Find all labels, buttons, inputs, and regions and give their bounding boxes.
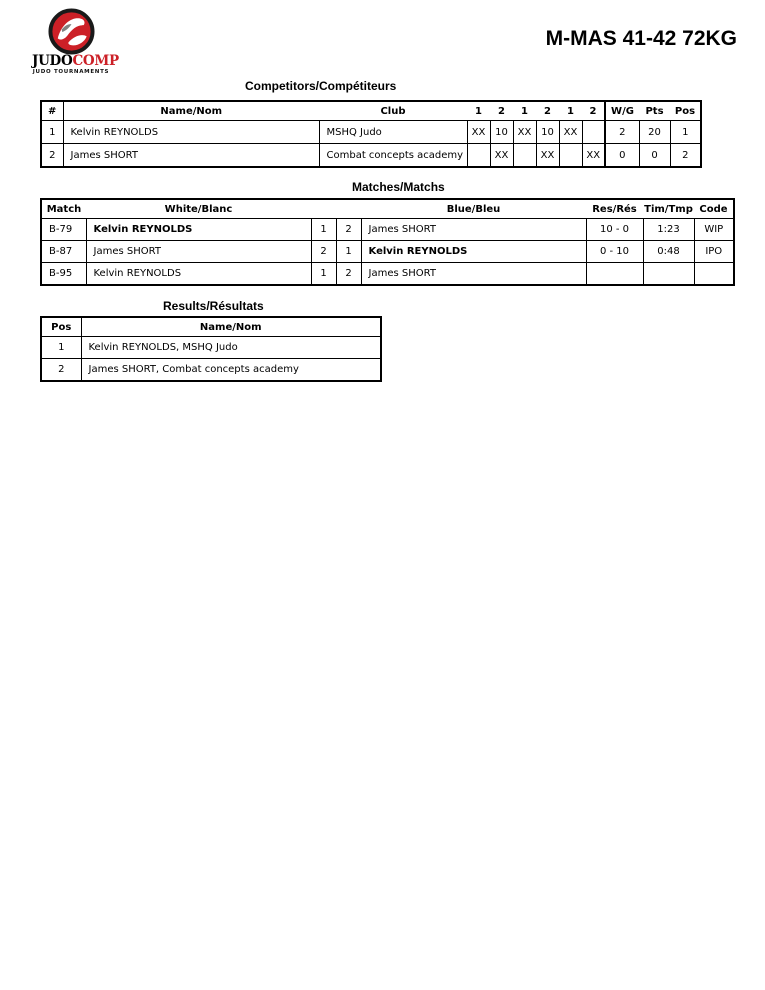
match-row <box>41 263 734 286</box>
match-result <box>586 263 643 286</box>
competitor-row <box>41 121 701 144</box>
match-time: 0:48 <box>643 241 694 263</box>
col-header-tim: Tim/Tmp <box>643 199 694 219</box>
competitor-club: Combat concepts academy <box>319 144 467 168</box>
white-number: 2 <box>311 241 336 263</box>
logo-wordmark-comp: COMP <box>72 53 119 69</box>
col-header-blue: Blue/Bleu <box>361 199 586 219</box>
blue-number: 2 <box>336 263 361 286</box>
competitors-table <box>40 100 702 168</box>
col-header-round-4: 2 <box>536 101 559 121</box>
round-cell <box>559 144 582 168</box>
matches-header-row <box>41 199 734 219</box>
match-result: 10 - 0 <box>586 219 643 241</box>
col-header-round-2: 2 <box>490 101 513 121</box>
match-time: 1:23 <box>643 219 694 241</box>
result-name: Kelvin REYNOLDS, MSHQ Judo <box>81 337 381 359</box>
competitors-header-row <box>41 101 701 121</box>
competitor-pts: 0 <box>639 144 670 168</box>
match-id: B-87 <box>41 241 86 263</box>
round-cell: XX <box>536 144 559 168</box>
col-header-num: # <box>41 101 63 121</box>
competitor-wg: 0 <box>605 144 639 168</box>
results-header-row <box>41 317 381 337</box>
blue-number: 2 <box>336 219 361 241</box>
match-id: B-79 <box>41 219 86 241</box>
logo-tagline: JUDO TOURNAMENTS <box>32 69 110 75</box>
judocomp-emblem-icon <box>48 8 95 55</box>
round-cell <box>513 144 536 168</box>
match-row <box>41 241 734 263</box>
round-cell: XX <box>582 144 605 168</box>
col-header-round-6: 2 <box>582 101 605 121</box>
col-header-round-3: 1 <box>513 101 536 121</box>
competitor-row <box>41 144 701 168</box>
col-header-club: Club <box>319 101 467 121</box>
col-header-pos: Pos <box>41 317 81 337</box>
match-row <box>41 219 734 241</box>
blue-competitor: James SHORT <box>361 219 586 241</box>
result-pos: 1 <box>41 337 81 359</box>
col-header-round-5: 1 <box>559 101 582 121</box>
round-cell: XX <box>559 121 582 144</box>
round-cell: XX <box>467 121 490 144</box>
match-time <box>643 263 694 286</box>
round-cell: 10 <box>490 121 513 144</box>
result-name: James SHORT, Combat concepts academy <box>81 359 381 382</box>
col-header-wg: W/G <box>605 101 639 121</box>
match-result: 0 - 10 <box>586 241 643 263</box>
matches-heading: Matches/Matchs <box>352 180 445 194</box>
round-cell: XX <box>513 121 536 144</box>
col-header-name: Name/Nom <box>63 101 319 121</box>
col-header-res: Res/Rés <box>586 199 643 219</box>
competitor-wg: 2 <box>605 121 639 144</box>
competitor-name: James SHORT <box>63 144 319 168</box>
white-competitor: James SHORT <box>86 241 311 263</box>
results-heading: Results/Résultats <box>163 299 264 313</box>
col-header-match: Match <box>41 199 86 219</box>
col-header-code: Code <box>694 199 734 219</box>
blue-competitor: James SHORT <box>361 263 586 286</box>
white-competitor: Kelvin REYNOLDS <box>86 219 311 241</box>
match-id: B-95 <box>41 263 86 286</box>
col-header-round-1: 1 <box>467 101 490 121</box>
results-table <box>40 316 382 382</box>
round-cell <box>582 121 605 144</box>
round-cell: XX <box>490 144 513 168</box>
blue-competitor: Kelvin REYNOLDS <box>361 241 586 263</box>
match-code: WIP <box>694 219 734 241</box>
competitor-num: 2 <box>41 144 63 168</box>
logo-wordmark-judo: JUDO <box>32 53 73 69</box>
competitor-pts: 20 <box>639 121 670 144</box>
match-code: IPO <box>694 241 734 263</box>
white-competitor: Kelvin REYNOLDS <box>86 263 311 286</box>
judocomp-logo <box>32 8 119 75</box>
round-cell: 10 <box>536 121 559 144</box>
white-number: 1 <box>311 219 336 241</box>
result-row <box>41 359 381 382</box>
competitors-heading: Competitors/Compétiteurs <box>245 79 397 93</box>
col-header-pos: Pos <box>670 101 701 121</box>
col-header-pts: Pts <box>639 101 670 121</box>
result-pos: 2 <box>41 359 81 382</box>
col-header-white: White/Blanc <box>86 199 311 219</box>
competitor-num: 1 <box>41 121 63 144</box>
round-cell <box>467 144 490 168</box>
result-row <box>41 337 381 359</box>
blue-number: 1 <box>336 241 361 263</box>
competitor-club: MSHQ Judo <box>319 121 467 144</box>
competitor-name: Kelvin REYNOLDS <box>63 121 319 144</box>
logo-wordmark <box>32 53 119 69</box>
competitor-pos: 2 <box>670 144 701 168</box>
page-title: M-MAS 41-42 72KG <box>545 27 737 50</box>
col-header-name: Name/Nom <box>81 317 381 337</box>
white-number: 1 <box>311 263 336 286</box>
competitor-pos: 1 <box>670 121 701 144</box>
matches-table <box>40 198 735 286</box>
match-code <box>694 263 734 286</box>
